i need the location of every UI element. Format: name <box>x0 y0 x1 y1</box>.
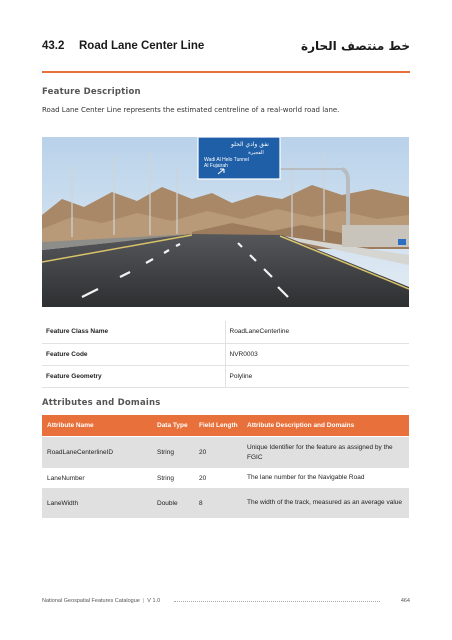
feature-geometry-value: Polyline <box>225 365 409 387</box>
table-row <box>42 343 409 365</box>
page-footer <box>42 596 410 608</box>
attributes-table <box>42 415 409 518</box>
attribute-description: The lane number for the Navigable Road <box>247 474 365 481</box>
feature-class-name-label: Feature Class Name <box>42 321 225 343</box>
section-number: 43.2 <box>42 40 65 52</box>
feature-code-label: Feature Code <box>42 343 225 365</box>
footer-catalogue <box>42 598 160 604</box>
feature-geometry-label: Feature Geometry <box>42 365 225 387</box>
attributes-heading: Attributes and Domains <box>42 398 161 408</box>
feature-info-table <box>42 321 409 388</box>
section-header <box>42 40 410 58</box>
footer-separator: | <box>142 598 145 604</box>
attribute-length: 20 <box>199 474 207 482</box>
table-row <box>42 321 409 343</box>
sign-arabic-line2: الفجيرة <box>248 150 264 156</box>
column-header-attribute-name: Attribute Name <box>47 422 94 429</box>
feature-code-value: NVR0003 <box>225 343 409 365</box>
road-photo-illustration <box>42 137 409 307</box>
attribute-type: Double <box>157 499 178 507</box>
table-row <box>42 488 409 518</box>
table-row <box>42 468 409 488</box>
attribute-type: String <box>157 449 174 456</box>
sign-english-line1: Wadi Al Helo Tunnel <box>204 157 249 163</box>
footer-catalogue-name: National Geospatial Features Catalogue <box>42 598 140 604</box>
table-row <box>42 437 409 468</box>
attribute-length: 8 <box>199 499 203 507</box>
feature-description-heading: Feature Description <box>42 87 141 97</box>
column-header-data-type: Data Type <box>157 422 188 429</box>
column-header-description: Attribute Description and Domains <box>247 421 355 429</box>
footer-dotted-leader <box>174 601 380 602</box>
header-divider <box>42 71 410 73</box>
attribute-length: 20 <box>199 449 207 456</box>
attribute-description: Unique Identifier for the feature as assigned by the FGIC <box>247 443 393 461</box>
attribute-type: String <box>157 474 174 482</box>
attributes-table-header <box>42 415 409 436</box>
sign-arabic-line1: نفق وادي الحلو <box>231 141 269 148</box>
attribute-name: RoadLaneCenterlineID <box>47 449 114 456</box>
feature-class-name-value: RoadLaneCenterline <box>225 321 409 343</box>
footer-version: V 1.0 <box>147 598 161 604</box>
section-title-arabic: خط منتصف الحارة <box>301 39 410 53</box>
section-title: Road Lane Center Line <box>79 40 205 52</box>
column-header-field-length: Field Length <box>199 422 238 429</box>
attribute-name: LaneWidth <box>47 499 79 507</box>
attribute-description: The width of the track, measured as an average value <box>247 499 403 506</box>
feature-description-text: Road Lane Center Line represents the estimated centreline of a real-world road lane. <box>42 106 340 114</box>
table-row <box>42 365 409 387</box>
page-number: 464 <box>400 598 410 604</box>
road-photo <box>42 137 409 307</box>
attribute-name: LaneNumber <box>47 474 85 482</box>
sign-english-line2: Al Fujairah <box>204 163 228 169</box>
